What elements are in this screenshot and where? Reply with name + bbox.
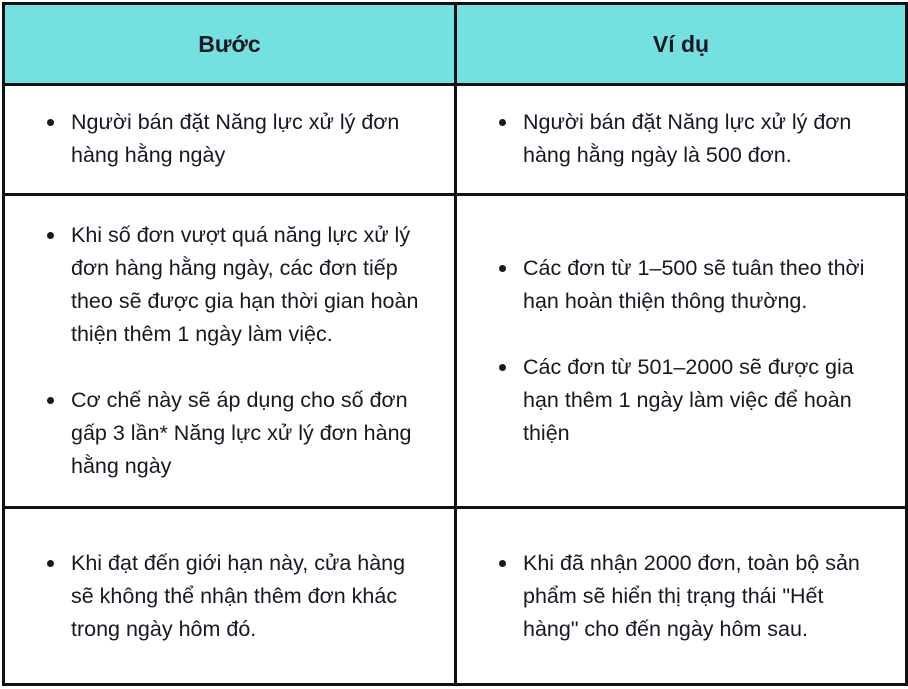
list-item: Khi đạt đến giới hạn này, cửa hàng sẽ không thể nhận thêm đơn khác trong ngày hôm đó. (71, 547, 424, 646)
bullet-list (487, 106, 875, 172)
table-row (4, 85, 907, 195)
bullet-list (487, 547, 875, 646)
list-item: Cơ chế này sẽ áp dụng cho số đơn gấp 3 lần* Năng lực xử lý đơn hàng hằng ngày (71, 384, 424, 483)
header-row (4, 4, 907, 85)
bullet-list (35, 106, 424, 172)
list-item: Người bán đặt Năng lực xử lý đơn hàng hằng ngày (71, 106, 424, 172)
header-step: Bước (4, 4, 456, 85)
table-row (4, 194, 907, 508)
table-row (4, 508, 907, 685)
example-cell (456, 508, 907, 685)
example-cell (456, 194, 907, 508)
list-item: Các đơn từ 1–500 sẽ tuân theo thời hạn hoàn thiện thông thường. (523, 252, 875, 318)
process-table (2, 2, 908, 686)
step-cell (4, 85, 456, 195)
header-example: Ví dụ (456, 4, 907, 85)
example-cell (456, 85, 907, 195)
list-item: Các đơn từ 501–2000 sẽ được gia hạn thêm 1 ngày làm việc để hoàn thiện (523, 351, 875, 450)
step-cell (4, 508, 456, 685)
bullet-list (487, 252, 875, 450)
list-item: Người bán đặt Năng lực xử lý đơn hàng hằng ngày là 500 đơn. (523, 106, 875, 172)
list-item: Khi số đơn vượt quá năng lực xử lý đơn hàng hằng ngày, các đơn tiếp theo sẽ được gia hạn thời gian hoàn thiện thêm 1 ngày làm việc. (71, 219, 424, 351)
bullet-list (35, 219, 424, 483)
step-cell (4, 194, 456, 508)
bullet-list (35, 547, 424, 646)
list-item: Khi đã nhận 2000 đơn, toàn bộ sản phẩm sẽ hiển thị trạng thái "Hết hàng" cho đến ngày hôm sau. (523, 547, 875, 646)
